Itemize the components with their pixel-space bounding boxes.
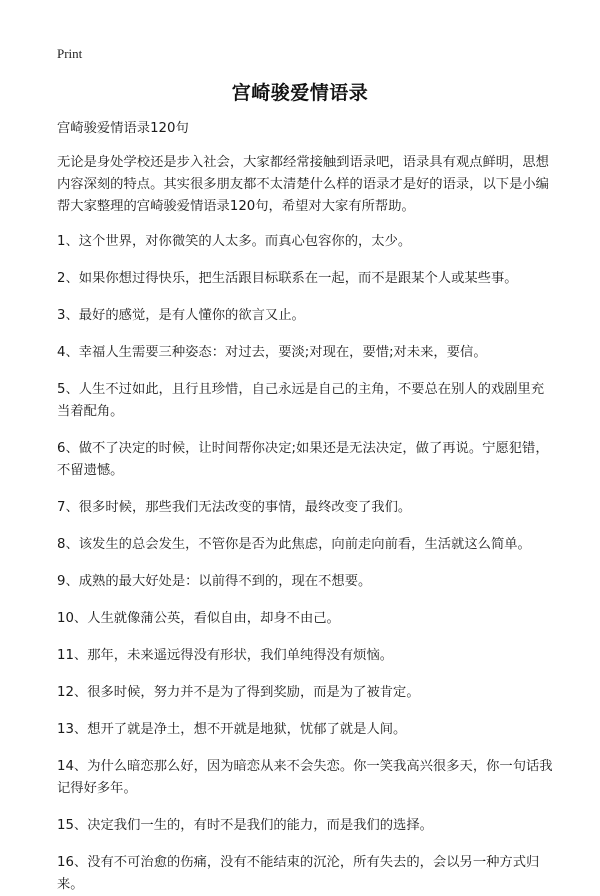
quote-item: 13、想开了就是净土，想不开就是地狱，忧郁了就是人间。 xyxy=(57,722,407,737)
print-label: Print xyxy=(57,46,83,61)
quote-item: 15、决定我们一生的，有时不是我们的能力，而是我们的选择。 xyxy=(57,818,433,833)
article-body xyxy=(57,118,553,896)
quote-item: 5、人生不过如此，且行且珍惜，自己永远是自己的主角，不要总在别人的戏剧里充当着配角。 xyxy=(57,382,545,419)
quote-item: 12、很多时候，努力并不是为了得到奖励，而是为了被肯定。 xyxy=(57,685,420,700)
quote-item: 8、该发生的总会发生，不管你是否为此焦虑，向前走向前看，生活就这么简单。 xyxy=(57,537,531,552)
article-subtitle: 宫崎骏爱情语录120句 xyxy=(57,121,189,136)
quote-item: 7、很多时候，那些我们无法改变的事情，最终改变了我们。 xyxy=(57,500,412,515)
quote-item: 11、那年，未来遥远得没有形状，我们单纯得没有烦恼。 xyxy=(57,648,394,663)
quote-item: 2、如果你想过得快乐，把生活跟目标联系在一起，而不是跟某个人或某些事。 xyxy=(57,271,518,286)
quote-item: 3、最好的感觉，是有人懂你的欲言又止。 xyxy=(57,308,305,323)
quote-item: 10、人生就像蒲公英，看似自由，却身不由己。 xyxy=(57,611,340,626)
quote-item: 1、这个世界，对你微笑的人太多。而真心包容你的，太少。 xyxy=(57,234,412,249)
quote-item: 4、幸福人生需要三种姿态：对过去，要淡;对现在，要惜;对未来，要信。 xyxy=(57,345,487,360)
quote-item: 9、成熟的最大好处是：以前得不到的，现在不想要。 xyxy=(57,574,372,589)
quote-item: 16、没有不可治愈的伤痛，没有不能结束的沉沦，所有失去的，会以另一种方式归来。 xyxy=(57,855,540,892)
quote-item: 6、做不了决定的时候，让时间帮你决定;如果还是无法决定，做了再说。宁愿犯错，不留遗憾。 xyxy=(57,441,549,478)
intro-paragraph: 无论是身处学校还是步入社会，大家都经常接触到语录吧，语录具有观点鲜明，思想内容深刻的特点。其实很多朋友都不太清楚什么样的语录才是好的语录，以下是小编帮大家整理的宫崎骏爱情语录120句，希望对大家有所帮助。 xyxy=(57,155,549,214)
page-title: 宫崎骏爱情语录 xyxy=(231,82,369,104)
quote-item: 14、为什么暗恋那么好，因为暗恋从来不会失恋。你一笑我高兴很多天，你一句话我记得好多年。 xyxy=(57,759,553,796)
